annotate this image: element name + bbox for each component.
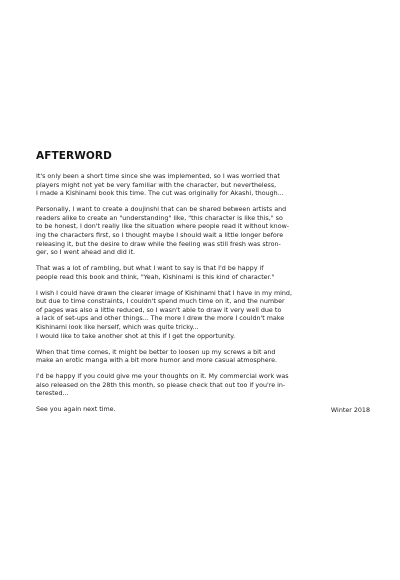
paragraph-1: It's only been a short time since she was implemented, so I was worried that players might not yet be very familiar with the character, but nevertheless, I made a Kishinami book this time. The cut was originally for Akashi, though... [36, 173, 284, 198]
paragraph-7: See you again next time. [36, 406, 116, 414]
paragraph-3: That was a lot of rambling, but what I want to say is that I'd be happy if people read this book and think, "Yeah, Kishinami is this kind of character." [36, 265, 275, 281]
paragraph-5: When that time comes, it might be better to loosen up my screws a bit and make an erotic manga with a bit more humor and more casual atmosphere. [36, 348, 278, 365]
paragraph-2: Personally, I want to create a doujinshi that can be shared between artists and readers alike to create an "understanding" like, "this character is like this," so to be honest, I don't really like the situation where people read it without know- ing the characters first, so I thought maybe I should wait a little longer before releasing it, but the desire to draw while the feeling was still fresh was stron- ger, so I went ahead and did it. [36, 206, 290, 257]
signature-date: Winter 2018 [330, 406, 370, 414]
paragraph-6: I'd be happy if you could give me your thoughts on it. My commercial work was also released on the 28th this month, so please check that out too if you're in- terested... [36, 373, 289, 398]
paragraph-4: I wish I could have drawn the clearer image of Kishinami that I have in my mind, but due to time constraints, I couldn't spend much time on it, and the number of pages was also a little reduced, so I wasn't able to draw it very well due to a lack of set-ups and other things... The more I drew the more I couldn't make Kishinami look like herself, which was quite tricky... I would like to take another shot at this if I get the opportunity. [36, 289, 292, 340]
page-title: AFTERWORD [36, 150, 112, 162]
afterword-content [36, 150, 370, 415]
